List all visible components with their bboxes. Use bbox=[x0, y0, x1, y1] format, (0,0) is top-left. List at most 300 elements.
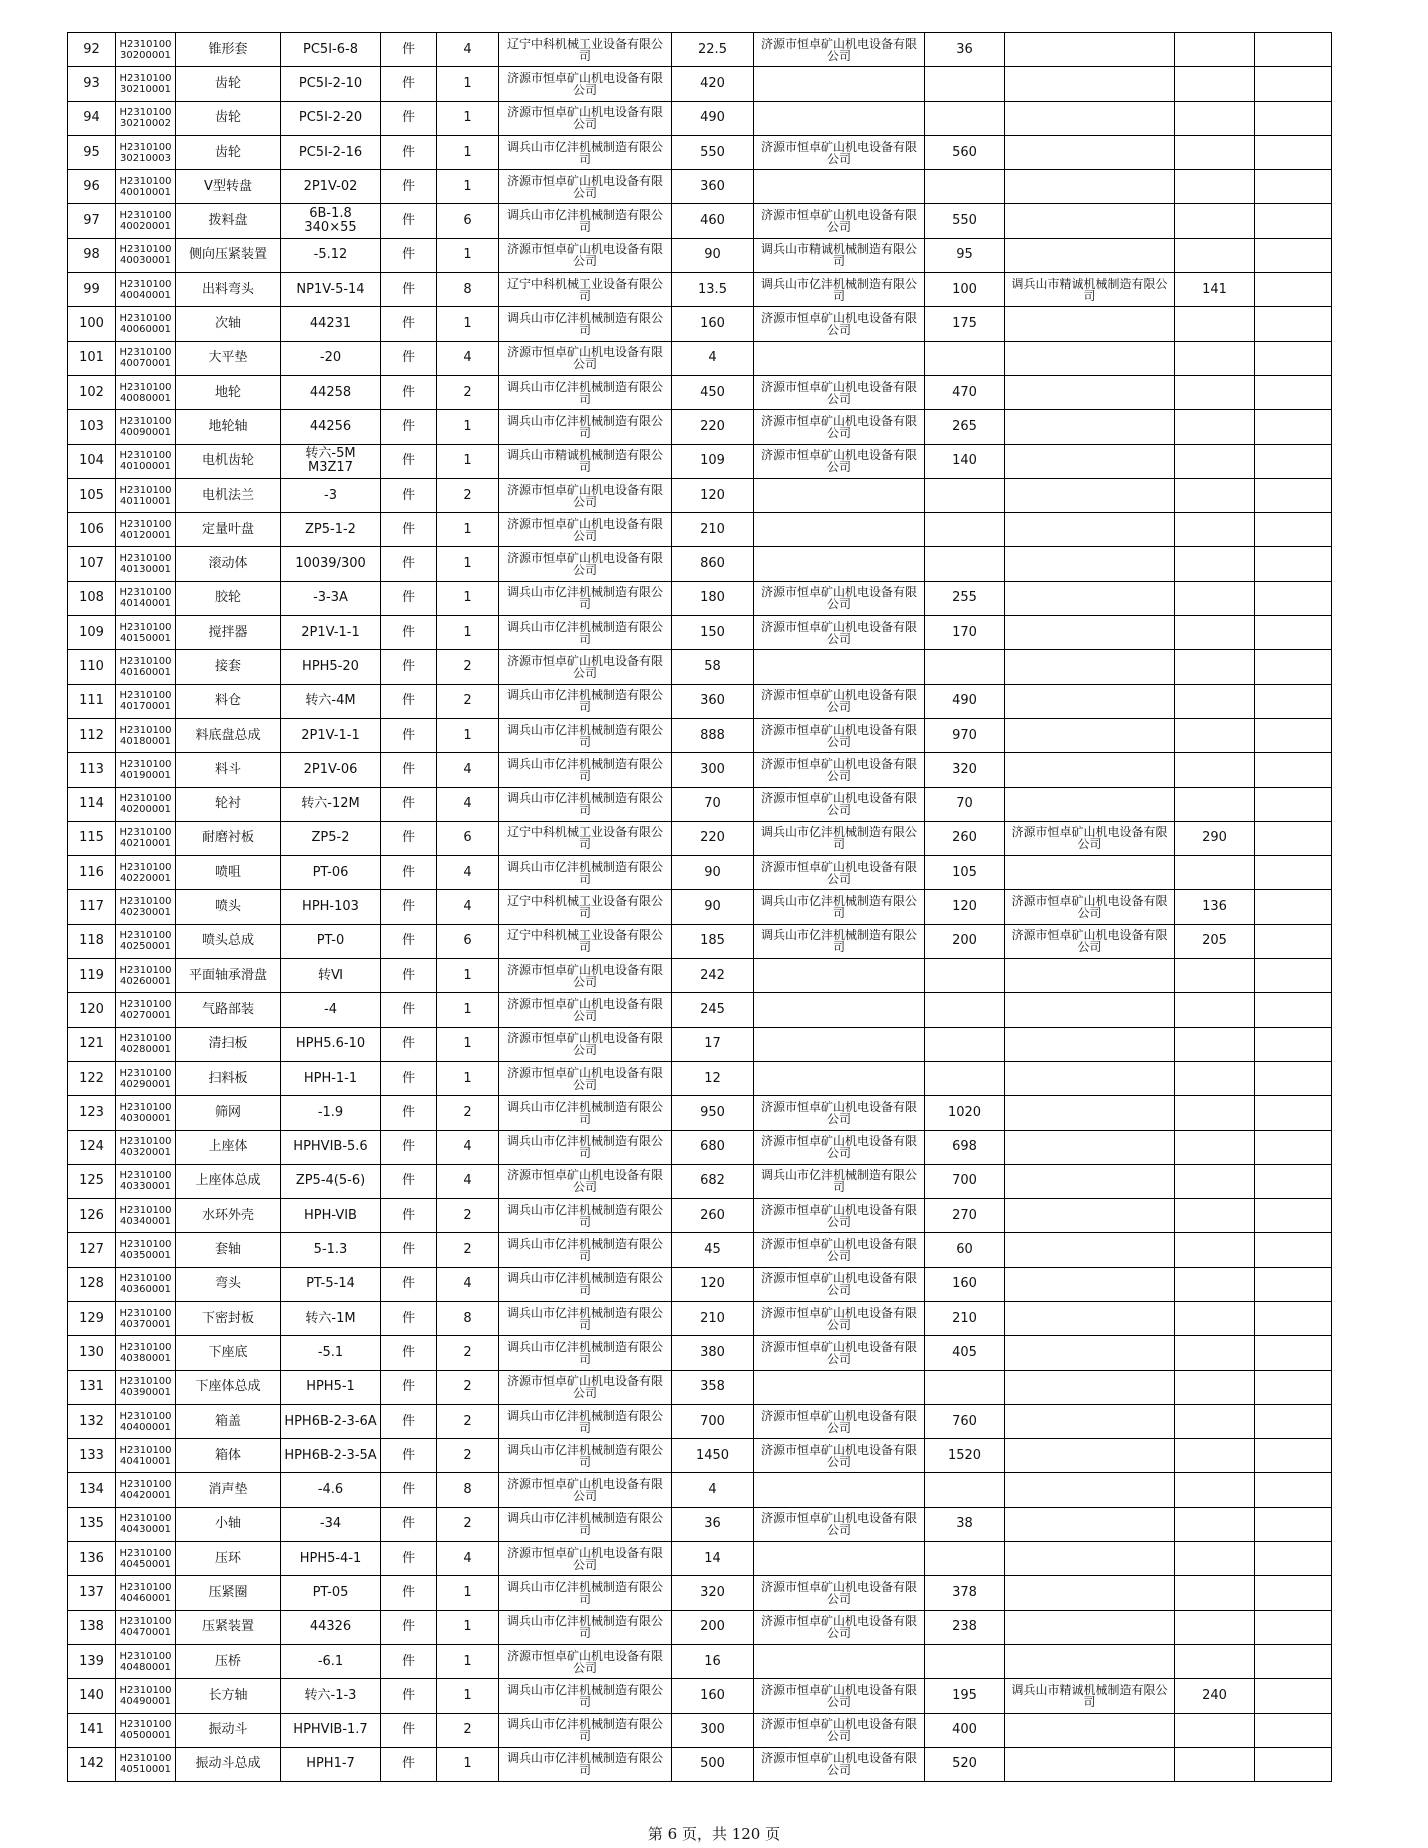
price-3 bbox=[1175, 753, 1255, 787]
price-2: 175 bbox=[925, 307, 1005, 341]
table-row bbox=[68, 1233, 1332, 1267]
part-model: 44326 bbox=[281, 1610, 381, 1644]
unit: 件 bbox=[381, 1130, 437, 1164]
row-number: 123 bbox=[68, 1096, 116, 1130]
quantity: 2 bbox=[437, 1404, 499, 1438]
quantity: 2 bbox=[437, 1370, 499, 1404]
part-name: 轮衬 bbox=[176, 787, 281, 821]
price-2: 95 bbox=[925, 238, 1005, 272]
table-row bbox=[68, 1644, 1332, 1678]
price-2 bbox=[925, 959, 1005, 993]
price-2: 160 bbox=[925, 1267, 1005, 1301]
part-model: PC5I-2-10 bbox=[281, 67, 381, 101]
table-row bbox=[68, 1542, 1332, 1576]
remark bbox=[1255, 1576, 1332, 1610]
supplier-2: 济源市恒卓矿山机电设备有限公司 bbox=[754, 616, 925, 650]
supplier-1: 调兵山市亿沣机械制造有限公司 bbox=[499, 1336, 672, 1370]
table-row bbox=[68, 273, 1332, 307]
price-3 bbox=[1175, 1610, 1255, 1644]
price-1: 4 bbox=[672, 1473, 754, 1507]
supplier-1: 济源市恒卓矿山机电设备有限公司 bbox=[499, 170, 672, 204]
supplier-3 bbox=[1005, 1610, 1175, 1644]
part-model: 转六-4M bbox=[281, 684, 381, 718]
supplier-3 bbox=[1005, 1576, 1175, 1610]
price-1: 950 bbox=[672, 1096, 754, 1130]
supplier-1: 调兵山市亿沣机械制造有限公司 bbox=[499, 1679, 672, 1713]
part-model: PC5I-2-20 bbox=[281, 101, 381, 135]
supplier-2: 济源市恒卓矿山机电设备有限公司 bbox=[754, 1336, 925, 1370]
price-3 bbox=[1175, 1542, 1255, 1576]
supplier-2: 济源市恒卓矿山机电设备有限公司 bbox=[754, 1199, 925, 1233]
supplier-2: 济源市恒卓矿山机电设备有限公司 bbox=[754, 1713, 925, 1747]
row-number: 126 bbox=[68, 1199, 116, 1233]
supplier-2 bbox=[754, 1061, 925, 1095]
remark bbox=[1255, 1370, 1332, 1404]
material-code: H2310100 40100001 bbox=[116, 444, 176, 478]
supplier-3 bbox=[1005, 204, 1175, 238]
part-model: PC5I-2-16 bbox=[281, 135, 381, 169]
supplier-3 bbox=[1005, 1439, 1175, 1473]
supplier-1: 济源市恒卓矿山机电设备有限公司 bbox=[499, 67, 672, 101]
table-row bbox=[68, 1096, 1332, 1130]
part-name: 搅拌器 bbox=[176, 616, 281, 650]
price-3 bbox=[1175, 1404, 1255, 1438]
unit: 件 bbox=[381, 273, 437, 307]
quantity: 1 bbox=[437, 444, 499, 478]
unit: 件 bbox=[381, 1164, 437, 1198]
supplier-1: 调兵山市亿沣机械制造有限公司 bbox=[499, 718, 672, 752]
unit: 件 bbox=[381, 1747, 437, 1781]
supplier-3 bbox=[1005, 1027, 1175, 1061]
material-code: H2310100 40340001 bbox=[116, 1199, 176, 1233]
part-name: 长方轴 bbox=[176, 1679, 281, 1713]
part-model: PT-05 bbox=[281, 1576, 381, 1610]
row-number: 93 bbox=[68, 67, 116, 101]
remark bbox=[1255, 1096, 1332, 1130]
supplier-1: 济源市恒卓矿山机电设备有限公司 bbox=[499, 1473, 672, 1507]
part-name: 电机法兰 bbox=[176, 478, 281, 512]
part-name: 定量叶盘 bbox=[176, 513, 281, 547]
unit: 件 bbox=[381, 1336, 437, 1370]
supplier-1: 济源市恒卓矿山机电设备有限公司 bbox=[499, 1027, 672, 1061]
supplier-2: 济源市恒卓矿山机电设备有限公司 bbox=[754, 718, 925, 752]
price-1: 682 bbox=[672, 1164, 754, 1198]
quantity: 1 bbox=[437, 1027, 499, 1061]
supplier-1: 调兵山市亿沣机械制造有限公司 bbox=[499, 581, 672, 615]
price-1: 14 bbox=[672, 1542, 754, 1576]
remark bbox=[1255, 993, 1332, 1027]
supplier-3 bbox=[1005, 1473, 1175, 1507]
supplier-3 bbox=[1005, 33, 1175, 67]
price-2: 105 bbox=[925, 856, 1005, 890]
quantity: 1 bbox=[437, 616, 499, 650]
unit: 件 bbox=[381, 1610, 437, 1644]
row-number: 109 bbox=[68, 616, 116, 650]
table-row bbox=[68, 821, 1332, 855]
remark bbox=[1255, 33, 1332, 67]
part-name: 喷头总成 bbox=[176, 924, 281, 958]
price-2 bbox=[925, 993, 1005, 1027]
supplier-1: 辽宁中科机械工业设备有限公司 bbox=[499, 890, 672, 924]
price-3 bbox=[1175, 959, 1255, 993]
supplier-3 bbox=[1005, 1061, 1175, 1095]
table-row bbox=[68, 513, 1332, 547]
table-row bbox=[68, 787, 1332, 821]
unit: 件 bbox=[381, 890, 437, 924]
supplier-3 bbox=[1005, 1233, 1175, 1267]
supplier-1: 调兵山市亿沣机械制造有限公司 bbox=[499, 307, 672, 341]
remark bbox=[1255, 410, 1332, 444]
table-row bbox=[68, 1473, 1332, 1507]
row-number: 140 bbox=[68, 1679, 116, 1713]
remark bbox=[1255, 650, 1332, 684]
supplier-3 bbox=[1005, 787, 1175, 821]
material-code: H2310100 40430001 bbox=[116, 1507, 176, 1541]
supplier-1: 济源市恒卓矿山机电设备有限公司 bbox=[499, 547, 672, 581]
price-3 bbox=[1175, 993, 1255, 1027]
price-3 bbox=[1175, 204, 1255, 238]
table-row bbox=[68, 1301, 1332, 1335]
supplier-1: 调兵山市亿沣机械制造有限公司 bbox=[499, 1096, 672, 1130]
supplier-1: 调兵山市亿沣机械制造有限公司 bbox=[499, 1301, 672, 1335]
price-2 bbox=[925, 1542, 1005, 1576]
remark bbox=[1255, 1199, 1332, 1233]
part-name: 料底盘总成 bbox=[176, 718, 281, 752]
quantity: 8 bbox=[437, 273, 499, 307]
remark bbox=[1255, 341, 1332, 375]
supplier-2: 济源市恒卓矿山机电设备有限公司 bbox=[754, 753, 925, 787]
price-3 bbox=[1175, 1061, 1255, 1095]
part-name: 料斗 bbox=[176, 753, 281, 787]
supplier-1: 济源市恒卓矿山机电设备有限公司 bbox=[499, 238, 672, 272]
price-1: 90 bbox=[672, 856, 754, 890]
row-number: 131 bbox=[68, 1370, 116, 1404]
remark bbox=[1255, 204, 1332, 238]
supplier-2 bbox=[754, 341, 925, 375]
row-number: 125 bbox=[68, 1164, 116, 1198]
price-2: 100 bbox=[925, 273, 1005, 307]
quantity: 4 bbox=[437, 856, 499, 890]
unit: 件 bbox=[381, 1301, 437, 1335]
price-3 bbox=[1175, 684, 1255, 718]
supplier-2: 济源市恒卓矿山机电设备有限公司 bbox=[754, 135, 925, 169]
part-model: 44231 bbox=[281, 307, 381, 341]
price-2 bbox=[925, 478, 1005, 512]
price-1: 17 bbox=[672, 1027, 754, 1061]
row-number: 121 bbox=[68, 1027, 116, 1061]
material-code: H2310100 40460001 bbox=[116, 1576, 176, 1610]
row-number: 119 bbox=[68, 959, 116, 993]
supplier-2: 调兵山市亿沣机械制造有限公司 bbox=[754, 1164, 925, 1198]
quantity: 1 bbox=[437, 1747, 499, 1781]
quantity: 4 bbox=[437, 341, 499, 375]
part-name: 弯头 bbox=[176, 1267, 281, 1301]
quantity: 1 bbox=[437, 513, 499, 547]
row-number: 124 bbox=[68, 1130, 116, 1164]
quantity: 1 bbox=[437, 718, 499, 752]
remark bbox=[1255, 444, 1332, 478]
row-number: 97 bbox=[68, 204, 116, 238]
supplier-1: 辽宁中科机械工业设备有限公司 bbox=[499, 273, 672, 307]
part-name: 上座体 bbox=[176, 1130, 281, 1164]
table-row bbox=[68, 1061, 1332, 1095]
supplier-2: 济源市恒卓矿山机电设备有限公司 bbox=[754, 375, 925, 409]
supplier-1: 调兵山市亿沣机械制造有限公司 bbox=[499, 1267, 672, 1301]
supplier-1: 调兵山市亿沣机械制造有限公司 bbox=[499, 1404, 672, 1438]
part-model: -4 bbox=[281, 993, 381, 1027]
unit: 件 bbox=[381, 101, 437, 135]
unit: 件 bbox=[381, 787, 437, 821]
supplier-2: 济源市恒卓矿山机电设备有限公司 bbox=[754, 1507, 925, 1541]
part-model: 转六-12M bbox=[281, 787, 381, 821]
quantity: 1 bbox=[437, 170, 499, 204]
supplier-1: 调兵山市亿沣机械制造有限公司 bbox=[499, 856, 672, 890]
quantity: 2 bbox=[437, 650, 499, 684]
unit: 件 bbox=[381, 170, 437, 204]
material-code: H2310100 40200001 bbox=[116, 787, 176, 821]
quantity: 1 bbox=[437, 1576, 499, 1610]
supplier-3 bbox=[1005, 753, 1175, 787]
part-name: 锥形套 bbox=[176, 33, 281, 67]
supplier-2 bbox=[754, 101, 925, 135]
supplier-1: 调兵山市亿沣机械制造有限公司 bbox=[499, 1747, 672, 1781]
supplier-1: 调兵山市亿沣机械制造有限公司 bbox=[499, 410, 672, 444]
quantity: 1 bbox=[437, 1061, 499, 1095]
quantity: 1 bbox=[437, 135, 499, 169]
remark bbox=[1255, 1233, 1332, 1267]
material-code: H2310100 40110001 bbox=[116, 478, 176, 512]
material-code: H2310100 40400001 bbox=[116, 1404, 176, 1438]
supplier-2: 济源市恒卓矿山机电设备有限公司 bbox=[754, 1576, 925, 1610]
table-row bbox=[68, 993, 1332, 1027]
supplier-2 bbox=[754, 1027, 925, 1061]
part-model: 2P1V-1-1 bbox=[281, 718, 381, 752]
price-3: 136 bbox=[1175, 890, 1255, 924]
supplier-1: 济源市恒卓矿山机电设备有限公司 bbox=[499, 1370, 672, 1404]
price-3 bbox=[1175, 1644, 1255, 1678]
part-name: 齿轮 bbox=[176, 135, 281, 169]
material-code: H2310100 40150001 bbox=[116, 616, 176, 650]
part-model: -3-3A bbox=[281, 581, 381, 615]
part-model: HPH5-4-1 bbox=[281, 1542, 381, 1576]
remark bbox=[1255, 1542, 1332, 1576]
row-number: 116 bbox=[68, 856, 116, 890]
unit: 件 bbox=[381, 1027, 437, 1061]
table-row bbox=[68, 753, 1332, 787]
material-code: H2310100 30200001 bbox=[116, 33, 176, 67]
supplier-2 bbox=[754, 650, 925, 684]
part-name: 筛网 bbox=[176, 1096, 281, 1130]
material-code: H2310100 40180001 bbox=[116, 718, 176, 752]
part-name: 下座体总成 bbox=[176, 1370, 281, 1404]
parts-quote-table bbox=[67, 32, 1332, 1782]
part-name: 上座体总成 bbox=[176, 1164, 281, 1198]
table-row bbox=[68, 547, 1332, 581]
supplier-1: 调兵山市精诚机械制造有限公司 bbox=[499, 444, 672, 478]
table-row bbox=[68, 718, 1332, 752]
material-code: H2310100 40410001 bbox=[116, 1439, 176, 1473]
unit: 件 bbox=[381, 1713, 437, 1747]
material-code: H2310100 40490001 bbox=[116, 1679, 176, 1713]
price-1: 460 bbox=[672, 204, 754, 238]
row-number: 110 bbox=[68, 650, 116, 684]
supplier-2 bbox=[754, 513, 925, 547]
price-2: 260 bbox=[925, 821, 1005, 855]
material-code: H2310100 40090001 bbox=[116, 410, 176, 444]
part-model: 转六-1-3 bbox=[281, 1679, 381, 1713]
price-1: 380 bbox=[672, 1336, 754, 1370]
row-number: 138 bbox=[68, 1610, 116, 1644]
supplier-1: 辽宁中科机械工业设备有限公司 bbox=[499, 33, 672, 67]
quantity: 4 bbox=[437, 33, 499, 67]
unit: 件 bbox=[381, 410, 437, 444]
part-model: 10039/300 bbox=[281, 547, 381, 581]
table-row bbox=[68, 856, 1332, 890]
price-2 bbox=[925, 1061, 1005, 1095]
remark bbox=[1255, 101, 1332, 135]
part-name: 胶轮 bbox=[176, 581, 281, 615]
row-number: 92 bbox=[68, 33, 116, 67]
quantity: 4 bbox=[437, 1164, 499, 1198]
remark bbox=[1255, 1747, 1332, 1781]
unit: 件 bbox=[381, 444, 437, 478]
material-code: H2310100 40470001 bbox=[116, 1610, 176, 1644]
remark bbox=[1255, 684, 1332, 718]
row-number: 118 bbox=[68, 924, 116, 958]
quantity: 6 bbox=[437, 821, 499, 855]
unit: 件 bbox=[381, 1576, 437, 1610]
supplier-1: 济源市恒卓矿山机电设备有限公司 bbox=[499, 1061, 672, 1095]
price-1: 160 bbox=[672, 307, 754, 341]
quantity: 2 bbox=[437, 478, 499, 512]
remark bbox=[1255, 856, 1332, 890]
price-2: 38 bbox=[925, 1507, 1005, 1541]
price-3 bbox=[1175, 1507, 1255, 1541]
supplier-2: 济源市恒卓矿山机电设备有限公司 bbox=[754, 1439, 925, 1473]
quantity: 4 bbox=[437, 1542, 499, 1576]
supplier-3 bbox=[1005, 238, 1175, 272]
price-3 bbox=[1175, 616, 1255, 650]
remark bbox=[1255, 821, 1332, 855]
price-1: 150 bbox=[672, 616, 754, 650]
part-name: 清扫板 bbox=[176, 1027, 281, 1061]
quantity: 2 bbox=[437, 1439, 499, 1473]
row-number: 130 bbox=[68, 1336, 116, 1370]
table-row bbox=[68, 684, 1332, 718]
row-number: 94 bbox=[68, 101, 116, 135]
price-2: 120 bbox=[925, 890, 1005, 924]
supplier-1: 辽宁中科机械工业设备有限公司 bbox=[499, 924, 672, 958]
material-code: H2310100 40040001 bbox=[116, 273, 176, 307]
price-3 bbox=[1175, 1576, 1255, 1610]
price-2: 400 bbox=[925, 1713, 1005, 1747]
material-code: H2310100 40330001 bbox=[116, 1164, 176, 1198]
remark bbox=[1255, 1301, 1332, 1335]
part-name: 出料弯头 bbox=[176, 273, 281, 307]
supplier-3 bbox=[1005, 581, 1175, 615]
row-number: 117 bbox=[68, 890, 116, 924]
supplier-3 bbox=[1005, 547, 1175, 581]
material-code: H2310100 30210003 bbox=[116, 135, 176, 169]
price-2: 195 bbox=[925, 1679, 1005, 1713]
row-number: 142 bbox=[68, 1747, 116, 1781]
quantity: 1 bbox=[437, 1610, 499, 1644]
remark bbox=[1255, 616, 1332, 650]
remark bbox=[1255, 307, 1332, 341]
unit: 件 bbox=[381, 238, 437, 272]
part-model: 2P1V-1-1 bbox=[281, 616, 381, 650]
supplier-1: 调兵山市亿沣机械制造有限公司 bbox=[499, 1199, 672, 1233]
remark bbox=[1255, 238, 1332, 272]
price-2 bbox=[925, 67, 1005, 101]
price-2: 60 bbox=[925, 1233, 1005, 1267]
supplier-2 bbox=[754, 67, 925, 101]
price-1: 420 bbox=[672, 67, 754, 101]
unit: 件 bbox=[381, 478, 437, 512]
row-number: 134 bbox=[68, 1473, 116, 1507]
unit: 件 bbox=[381, 821, 437, 855]
price-2: 378 bbox=[925, 1576, 1005, 1610]
price-1: 360 bbox=[672, 684, 754, 718]
row-number: 120 bbox=[68, 993, 116, 1027]
supplier-3 bbox=[1005, 135, 1175, 169]
price-3 bbox=[1175, 650, 1255, 684]
supplier-2 bbox=[754, 547, 925, 581]
part-model: -5.1 bbox=[281, 1336, 381, 1370]
supplier-3 bbox=[1005, 1644, 1175, 1678]
part-model: ZP5-4(5-6) bbox=[281, 1164, 381, 1198]
unit: 件 bbox=[381, 1507, 437, 1541]
price-2: 698 bbox=[925, 1130, 1005, 1164]
price-3 bbox=[1175, 1027, 1255, 1061]
supplier-1: 调兵山市亿沣机械制造有限公司 bbox=[499, 1576, 672, 1610]
remark bbox=[1255, 67, 1332, 101]
row-number: 98 bbox=[68, 238, 116, 272]
material-code: H2310100 40390001 bbox=[116, 1370, 176, 1404]
supplier-3 bbox=[1005, 307, 1175, 341]
unit: 件 bbox=[381, 1679, 437, 1713]
table-row bbox=[68, 650, 1332, 684]
supplier-1: 调兵山市亿沣机械制造有限公司 bbox=[499, 1507, 672, 1541]
supplier-2: 济源市恒卓矿山机电设备有限公司 bbox=[754, 307, 925, 341]
part-name: 振动斗 bbox=[176, 1713, 281, 1747]
table-row bbox=[68, 1267, 1332, 1301]
row-number: 113 bbox=[68, 753, 116, 787]
price-3 bbox=[1175, 1199, 1255, 1233]
supplier-1: 调兵山市亿沣机械制造有限公司 bbox=[499, 684, 672, 718]
supplier-2: 调兵山市精诚机械制造有限公司 bbox=[754, 238, 925, 272]
quantity: 4 bbox=[437, 787, 499, 821]
unit: 件 bbox=[381, 341, 437, 375]
material-code: H2310100 40360001 bbox=[116, 1267, 176, 1301]
remark bbox=[1255, 1713, 1332, 1747]
unit: 件 bbox=[381, 1644, 437, 1678]
price-3 bbox=[1175, 581, 1255, 615]
part-model: 44258 bbox=[281, 375, 381, 409]
part-model: HPH5-20 bbox=[281, 650, 381, 684]
supplier-3 bbox=[1005, 718, 1175, 752]
part-name: 压环 bbox=[176, 1542, 281, 1576]
unit: 件 bbox=[381, 1096, 437, 1130]
supplier-3 bbox=[1005, 1404, 1175, 1438]
part-model: HPH-103 bbox=[281, 890, 381, 924]
quantity: 2 bbox=[437, 375, 499, 409]
remark bbox=[1255, 1027, 1332, 1061]
material-code: H2310100 40080001 bbox=[116, 375, 176, 409]
remark bbox=[1255, 1610, 1332, 1644]
supplier-3 bbox=[1005, 101, 1175, 135]
supplier-2: 调兵山市亿沣机械制造有限公司 bbox=[754, 924, 925, 958]
